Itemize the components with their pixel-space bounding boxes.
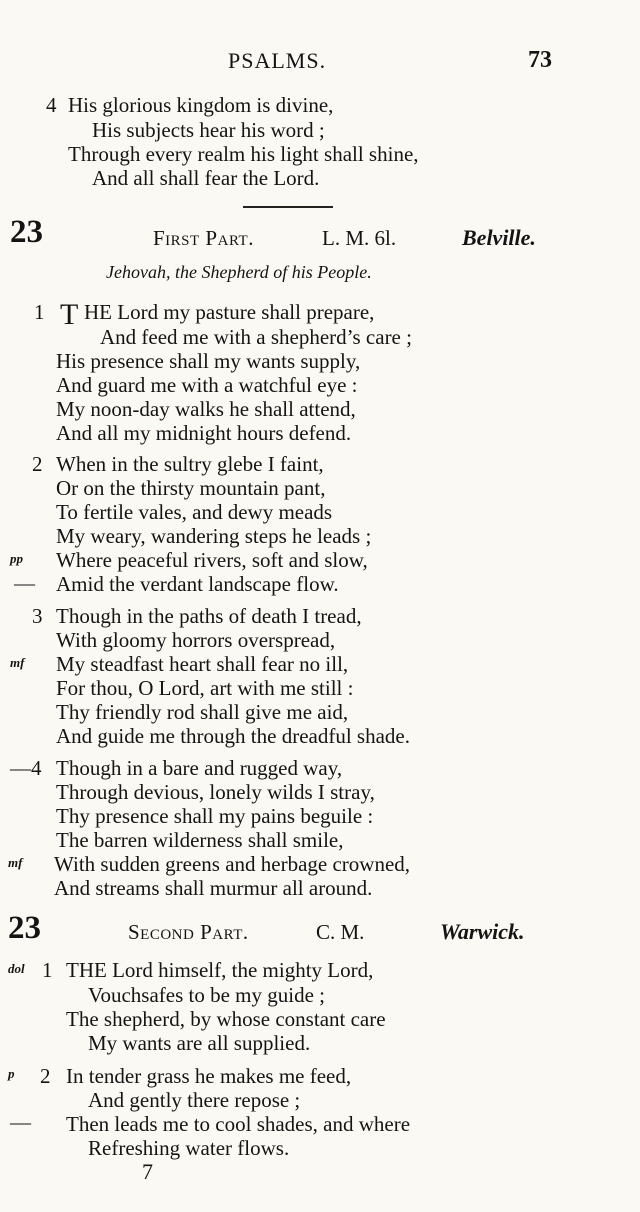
drop-cap: T — [60, 298, 79, 331]
verse-line: Where peaceful rivers, soft and slow, — [56, 548, 368, 572]
verse-line: THE Lord himself, the mighty Lord, — [66, 958, 374, 982]
verse-line: When in the sultry glebe I faint, — [56, 452, 324, 476]
verse-line: HE Lord my pasture shall prepare, — [84, 300, 375, 324]
verse-number: —4 — [10, 756, 42, 780]
meter-label: L. M. 6l. — [322, 226, 397, 250]
verse-line: And guard me with a watchful eye : — [56, 373, 358, 397]
verse-number: 1 — [34, 300, 45, 324]
dynamic-mark: pp — [10, 551, 23, 566]
hymn-subtitle: Jehovah, the Shepherd of his People. — [106, 262, 372, 282]
psalm-number: 23 — [8, 910, 41, 946]
verse-line: And all my midnight hours defend. — [56, 421, 352, 445]
verse-line: To fertile vales, and dewy meads — [56, 500, 333, 524]
part-label: First Part. — [153, 226, 254, 250]
part-label: Second Part. — [128, 920, 249, 944]
verse-number: 1 — [42, 958, 53, 982]
verse-line: His presence shall my wants supply, — [56, 349, 361, 373]
verse-line: In tender grass he makes me feed, — [66, 1064, 352, 1088]
dynamic-mark: p — [8, 1066, 15, 1081]
verse-line: With sudden greens and herbage crowned, — [54, 852, 411, 876]
page-number: 73 — [528, 47, 552, 73]
verse-line: Thy presence shall my pains beguile : — [56, 804, 374, 828]
verse-number: 3 — [32, 604, 43, 628]
verse-line: Then leads me to cool shades, and where — [66, 1112, 411, 1136]
verse-line: His glorious kingdom is divine, — [68, 93, 334, 117]
verse-line: Through devious, lonely wilds I stray, — [56, 780, 375, 804]
verse-line: Refreshing water flows. — [88, 1136, 290, 1160]
verse-line: Though in the paths of death I tread, — [56, 604, 362, 628]
verse-line: And guide me through the dreadful shade. — [56, 724, 410, 748]
verse-line: Through every realm his light shall shine, — [68, 142, 419, 166]
dynamic-dash: — — [10, 1110, 31, 1134]
verse-line: His subjects hear his word ; — [92, 118, 325, 142]
verse-line: With gloomy horrors overspread, — [56, 628, 336, 652]
verse-line: My noon-day walks he shall attend, — [56, 397, 356, 421]
tune-name: Warwick. — [440, 919, 525, 944]
verse-number: 2 — [32, 452, 43, 476]
meter-label: C. M. — [316, 920, 365, 944]
verse-line: Though in a bare and rugged way, — [56, 756, 343, 780]
verse-line: And gently there repose ; — [88, 1088, 301, 1112]
dynamic-mark: mf — [8, 855, 23, 870]
verse-line: Thy friendly rod shall give me aid, — [56, 700, 349, 724]
verse-line: And all shall fear the Lord. — [92, 166, 320, 190]
verse-line: Amid the verdant landscape flow. — [56, 572, 339, 596]
dynamic-mark: dol — [8, 961, 25, 976]
tune-name: Belville. — [462, 225, 536, 250]
section-rule — [243, 206, 333, 208]
verse-line: My wants are all supplied. — [88, 1031, 311, 1055]
verse-line: The barren wilderness shall smile, — [56, 828, 344, 852]
verse-number: 4 — [46, 93, 57, 117]
verse-line: My steadfast heart shall fear no ill, — [56, 652, 349, 676]
psalm-number: 23 — [10, 214, 43, 250]
signature-mark: 7 — [142, 1159, 153, 1184]
verse-line: Vouchsafes to be my guide ; — [88, 983, 325, 1007]
verse-line: My weary, wandering steps he leads ; — [56, 524, 372, 548]
verse-line: Or on the thirsty mountain pant, — [56, 476, 326, 500]
running-head-title: PSALMS. — [228, 48, 327, 73]
dynamic-mark: mf — [10, 655, 25, 670]
verse-line: For thou, O Lord, art with me still : — [56, 676, 354, 700]
verse-number: 2 — [40, 1064, 51, 1088]
verse-line: The shepherd, by whose constant care — [66, 1007, 386, 1031]
verse-line: And streams shall murmur all around. — [54, 876, 373, 900]
verse-line: And feed me with a shepherd’s care ; — [100, 325, 412, 349]
dynamic-dash: — — [14, 571, 35, 595]
